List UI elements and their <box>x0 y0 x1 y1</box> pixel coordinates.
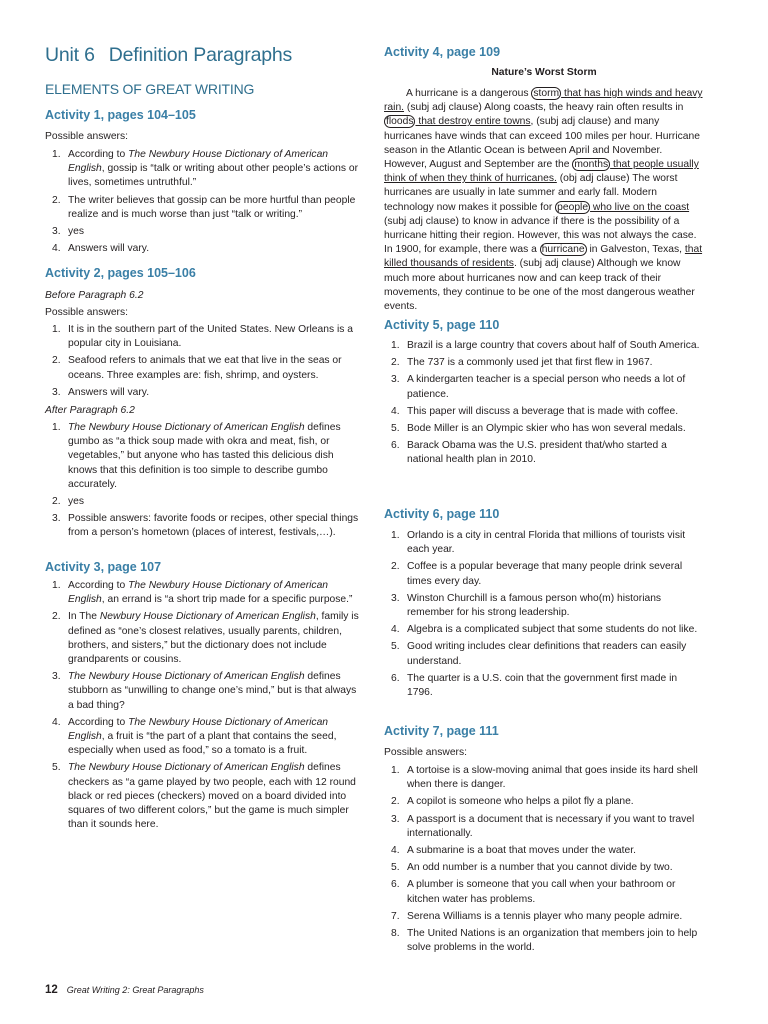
activity-6-list <box>384 529 704 703</box>
page-number: 12 <box>45 984 58 996</box>
story-title: Nature’s Worst Storm <box>491 67 597 78</box>
list-item: 2. The writer believes that gossip can be more hurtful than people realize and is much worse than just “talk or writing.” <box>52 194 356 220</box>
list-item: 1. Brazil is a large country that covers about half of South America. <box>391 340 700 351</box>
list-item: 2. Seafood refers to animals that we eat that live in the seas or oceans. Three examples are: fish, shrimp, and oysters. <box>52 355 342 381</box>
activity-1-heading: Activity 1, pages 104–105 <box>45 108 196 122</box>
list-item: 4. According to The Newbury House Dictionary of American English, a fruit is “the part of a plant that contains the seed, especially when used as food,” so a tomato is a fruit. <box>52 716 337 757</box>
unit-title <box>45 44 306 67</box>
list-item: 1. According to The Newbury House Dictionary of American English, gossip is “talk or writing about other people’s actions or lives, sometimes untruthful.” <box>52 149 359 189</box>
activity-7-list <box>384 764 704 958</box>
list-item: 5. Good writing includes clear definitions that readers can easily understand. <box>391 641 687 667</box>
activity-1-list <box>45 148 363 259</box>
circled-noun: hurricane <box>541 244 585 256</box>
list-item: 1. The Newbury House Dictionary of American English defines gumbo as “a thick soup made with okra and meat, fish, or vegetables,” but anyone who has tasted this delicious dish knows that this definition is too simple to describe gumbo accurately. <box>52 422 341 490</box>
list-item: 3. Answers will vary. <box>52 386 150 398</box>
list-item: 1. Orlando is a city in central Florida that millions of tourists visit each year. <box>391 530 686 556</box>
activity-3-heading: Activity 3, page 107 <box>45 560 162 574</box>
list-item: 4. Answers will vary. <box>52 243 150 255</box>
list-item: 3. A passport is a document that is necessary if you want to travel internationally. <box>391 813 695 839</box>
list-item: 2. The 737 is a commonly used jet that first flew in 1967. <box>391 357 653 369</box>
activity-5-list <box>384 339 704 471</box>
list-item: 7. Serena Williams is a tennis player who many people admire. <box>391 910 683 922</box>
activity-1-intro: Possible answers: <box>45 131 128 142</box>
list-item: 3. The Newbury House Dictionary of American English defines stubborn as “unwilling to change one’s mind,” but is that always a bad thing? <box>52 671 357 711</box>
activity-2-heading: Activity 2, pages 105–106 <box>45 266 196 280</box>
list-item: 3. Winston Churchill is a famous person who(m) historians remember for his strong leadership. <box>391 592 662 619</box>
activity-2-after-list <box>45 421 363 544</box>
list-item: 6. Barack Obama was the U.S. president that/who started a national health plan in 2010. <box>391 440 667 466</box>
list-item: 5. An odd number is a number that you cannot divide by two. <box>391 862 673 874</box>
activity-5-heading: Activity 5, page 110 <box>384 318 500 332</box>
activity-4-heading: Activity 4, page 109 <box>384 45 501 59</box>
list-item: 2. A copilot is someone who helps a pilot fly a plane. <box>391 796 634 808</box>
circled-noun: storm <box>533 88 560 99</box>
list-item: 4. This paper will discuss a beverage that is made with coffee. <box>391 405 679 417</box>
list-item: 3. yes <box>52 226 85 238</box>
list-item: 3. Possible answers: favorite foods or recipes, other special things from a person’s hometown (places of interest, festivals,…). <box>52 513 359 539</box>
list-item: 6. A plumber is someone that you call when your bathroom or kitchen water has problems. <box>391 879 676 905</box>
page-footer <box>45 984 204 996</box>
list-item: 1. It is in the southern part of the United States. New Orleans is a popular city in Louisiana. <box>52 324 354 350</box>
section-heading: ELEMENTS OF GREAT WRITING <box>45 81 255 97</box>
list-item: 1. According to The Newbury House Dictionary of American English, an errand is “a short trip made for a specific purpose.” <box>52 580 353 606</box>
list-item: 4. A submarine is a boat that moves under the water. <box>391 845 636 857</box>
circled-noun: people <box>557 201 589 213</box>
after-paragraph-label: After Paragraph 6.2 <box>45 405 135 416</box>
list-item: 4. Algebra is a complicated subject that some students do not like. <box>391 624 698 636</box>
list-item: 1. A tortoise is a slow-moving animal that goes inside its hard shell when there is danger. <box>391 765 698 791</box>
before-paragraph-label: Before Paragraph 6.2 <box>45 290 144 301</box>
list-item: 2. In The Newbury House Dictionary of American English, family is defined as “one’s closest relatives, usually parents, children, brothers, and sisters,” but the dictionary does not include grandparents or cousins. <box>52 611 359 666</box>
list-item: 6. The quarter is a U.S. coin that the government first made in 1796. <box>391 672 678 699</box>
circled-noun: floods <box>386 116 414 128</box>
activity-2-before-list <box>45 323 363 403</box>
circled-noun: months <box>574 159 609 171</box>
list-item: 2. Coffee is a popular beverage that many people drink several times every day. <box>391 561 683 587</box>
unit-name: Definition Paragraphs <box>108 44 293 66</box>
list-item: 3. A kindergarten teacher is a special person who needs a lot of patience. <box>391 374 686 400</box>
activity-7-heading: Activity 7, page 111 <box>384 724 499 738</box>
story-paragraph: A hurricane is a dangerous storm that has high winds and heavy rain. (subj adj clause) Along coasts, the heavy rain often results in floods that destroy entire towns, (subj adj clause) and many hurricanes have winds that can exceed 100 miles per hour. Hurricane season in the Atlantic Ocean is between April and November. However, August and September are the months that people usually think of when they think of hurricanes. (obj adj clause) The worst hurricanes are usually in late summer and early fall. Modern technology now makes it possible for people who live on the coast (subj adj clause) to know in advance if there is the possibility of a hurricane hitting their region. However, this was not always the case. In 1900, for example, there was a hurricane in Galveston, Texas, that killed thousands of residents. (subj adj clause) Although we know much more about hurricanes now and can keep track of their movements, they continue to be one of the most dangerous weather events. <box>384 88 703 313</box>
activity-6-heading: Activity 6, page 110 <box>384 507 500 521</box>
list-item: 2. yes <box>52 496 85 508</box>
list-item: 8. The United Nations is an organization that members join to help solve problems in the world. <box>391 928 698 954</box>
list-item: 5. The Newbury House Dictionary of American English defines checkers as “a game played by two people, each with 12 round black or red pieces (checkers) moved on a board divided into squares of two different colors,” but the game is much simpler than it sounds here. <box>52 762 356 831</box>
unit-number: Unit 6 <box>45 44 95 66</box>
activity-2-intro: Possible answers: <box>45 307 128 318</box>
book-title: Great Writing 2: Great Paragraphs <box>66 985 204 995</box>
activity-7-intro: Possible answers: <box>384 747 467 758</box>
activity-3-list <box>45 579 363 835</box>
list-item: 5. Bode Miller is an Olympic skier who has won several medals. <box>391 423 686 435</box>
